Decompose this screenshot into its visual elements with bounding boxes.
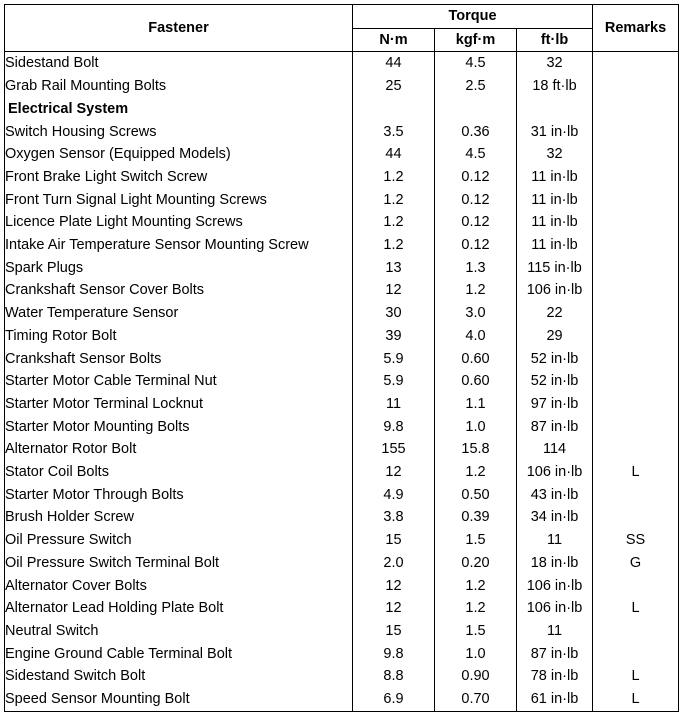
- header-torque: Torque: [353, 5, 593, 29]
- torque-kgfm: 0.39: [435, 506, 517, 529]
- torque-ftlb: 34 in·lb: [517, 506, 593, 529]
- header-remarks: Remarks: [593, 5, 679, 52]
- fastener-name: Timing Rotor Bolt: [5, 325, 353, 348]
- empty-cell: [435, 98, 517, 121]
- header-fastener: Fastener: [5, 5, 353, 52]
- torque-ftlb: 114: [517, 438, 593, 461]
- table-row: [5, 552, 679, 575]
- table-row: [5, 211, 679, 234]
- fastener-name: Spark Plugs: [5, 257, 353, 280]
- empty-cell: [353, 98, 435, 121]
- torque-table: [4, 4, 679, 712]
- remarks-cell: [593, 370, 679, 393]
- torque-nm: 12: [353, 279, 435, 302]
- torque-ftlb: 11 in·lb: [517, 189, 593, 212]
- torque-nm: 13: [353, 257, 435, 280]
- torque-ftlb: 115 in·lb: [517, 257, 593, 280]
- remarks-cell: [593, 620, 679, 643]
- header-nm: N·m: [353, 28, 435, 52]
- section-title: Electrical System: [5, 98, 353, 121]
- torque-nm: 1.2: [353, 234, 435, 257]
- remarks-cell: SS: [593, 529, 679, 552]
- torque-kgfm: 0.90: [435, 665, 517, 688]
- torque-kgfm: 0.12: [435, 166, 517, 189]
- remarks-cell: [593, 234, 679, 257]
- remarks-cell: [593, 52, 679, 75]
- remarks-cell: [593, 189, 679, 212]
- torque-kgfm: 1.5: [435, 529, 517, 552]
- torque-nm: 9.8: [353, 416, 435, 439]
- fastener-name: Grab Rail Mounting Bolts: [5, 75, 353, 98]
- fastener-name: Sidestand Switch Bolt: [5, 665, 353, 688]
- torque-ftlb: 106 in·lb: [517, 597, 593, 620]
- fastener-name: Oil Pressure Switch Terminal Bolt: [5, 552, 353, 575]
- torque-ftlb: 32: [517, 52, 593, 75]
- fastener-name: Speed Sensor Mounting Bolt: [5, 688, 353, 711]
- torque-kgfm: 3.0: [435, 302, 517, 325]
- torque-kgfm: 4.5: [435, 52, 517, 75]
- table-row: [5, 529, 679, 552]
- torque-nm: 8.8: [353, 665, 435, 688]
- torque-kgfm: 0.12: [435, 189, 517, 212]
- fastener-name: Starter Motor Cable Terminal Nut: [5, 370, 353, 393]
- torque-kgfm: 1.1: [435, 393, 517, 416]
- torque-ftlb: 18 ft·lb: [517, 75, 593, 98]
- table-row: [5, 438, 679, 461]
- fastener-name: Licence Plate Light Mounting Screws: [5, 211, 353, 234]
- fastener-name: Engine Ground Cable Terminal Bolt: [5, 643, 353, 666]
- remarks-cell: [593, 506, 679, 529]
- torque-nm: 6.9: [353, 688, 435, 711]
- torque-kgfm: 0.12: [435, 234, 517, 257]
- table-row: [5, 370, 679, 393]
- remarks-cell: [593, 302, 679, 325]
- torque-ftlb: 11: [517, 529, 593, 552]
- torque-kgfm: 1.2: [435, 575, 517, 598]
- torque-kgfm: 4.5: [435, 143, 517, 166]
- table-row: [5, 597, 679, 620]
- table-row: [5, 665, 679, 688]
- empty-cell: [517, 98, 593, 121]
- remarks-cell: L: [593, 461, 679, 484]
- table-row: [5, 302, 679, 325]
- table-row: [5, 52, 679, 75]
- torque-nm: 25: [353, 75, 435, 98]
- torque-kgfm: 1.2: [435, 597, 517, 620]
- torque-ftlb: 22: [517, 302, 593, 325]
- torque-ftlb: 43 in·lb: [517, 484, 593, 507]
- fastener-name: Crankshaft Sensor Bolts: [5, 348, 353, 371]
- torque-ftlb: 61 in·lb: [517, 688, 593, 711]
- remarks-cell: [593, 325, 679, 348]
- torque-ftlb: 32: [517, 143, 593, 166]
- remarks-cell: [593, 279, 679, 302]
- torque-ftlb: 87 in·lb: [517, 643, 593, 666]
- torque-nm: 44: [353, 143, 435, 166]
- table-row: [5, 325, 679, 348]
- torque-kgfm: 0.60: [435, 348, 517, 371]
- torque-kgfm: 0.20: [435, 552, 517, 575]
- torque-nm: 12: [353, 461, 435, 484]
- remarks-cell: [593, 348, 679, 371]
- table-row: [5, 75, 679, 98]
- torque-ftlb: 11 in·lb: [517, 211, 593, 234]
- torque-ftlb: 11 in·lb: [517, 234, 593, 257]
- remarks-cell: L: [593, 688, 679, 711]
- table-row: [5, 643, 679, 666]
- table-row: [5, 484, 679, 507]
- fastener-name: Oil Pressure Switch: [5, 529, 353, 552]
- torque-ftlb: 52 in·lb: [517, 348, 593, 371]
- header-ftlb: ft·lb: [517, 28, 593, 52]
- torque-nm: 12: [353, 575, 435, 598]
- torque-nm: 3.5: [353, 121, 435, 144]
- torque-nm: 1.2: [353, 211, 435, 234]
- torque-ftlb: 11 in·lb: [517, 166, 593, 189]
- torque-ftlb: 97 in·lb: [517, 393, 593, 416]
- remarks-cell: L: [593, 597, 679, 620]
- torque-ftlb: 31 in·lb: [517, 121, 593, 144]
- remarks-cell: [593, 211, 679, 234]
- remarks-cell: [593, 438, 679, 461]
- fastener-name: Intake Air Temperature Sensor Mounting Screw: [5, 234, 353, 257]
- fastener-name: Neutral Switch: [5, 620, 353, 643]
- torque-ftlb: 11: [517, 620, 593, 643]
- torque-nm: 5.9: [353, 348, 435, 371]
- torque-kgfm: 1.3: [435, 257, 517, 280]
- torque-kgfm: 1.0: [435, 643, 517, 666]
- fastener-name: Starter Motor Terminal Locknut: [5, 393, 353, 416]
- torque-nm: 2.0: [353, 552, 435, 575]
- torque-nm: 9.8: [353, 643, 435, 666]
- table-body: [5, 52, 679, 711]
- torque-nm: 1.2: [353, 166, 435, 189]
- remarks-cell: [593, 143, 679, 166]
- fastener-name: Water Temperature Sensor: [5, 302, 353, 325]
- fastener-name: Front Brake Light Switch Screw: [5, 166, 353, 189]
- remarks-cell: [593, 121, 679, 144]
- table-row: [5, 461, 679, 484]
- torque-ftlb: 29: [517, 325, 593, 348]
- fastener-name: Sidestand Bolt: [5, 52, 353, 75]
- torque-kgfm: 0.12: [435, 211, 517, 234]
- remarks-cell: [593, 643, 679, 666]
- remarks-cell: [593, 484, 679, 507]
- torque-ftlb: 18 in·lb: [517, 552, 593, 575]
- remarks-cell: [593, 416, 679, 439]
- torque-kgfm: 1.2: [435, 461, 517, 484]
- table-row: [5, 416, 679, 439]
- table-row: [5, 620, 679, 643]
- torque-ftlb: 78 in·lb: [517, 665, 593, 688]
- torque-nm: 3.8: [353, 506, 435, 529]
- fastener-name: Starter Motor Through Bolts: [5, 484, 353, 507]
- torque-nm: 1.2: [353, 189, 435, 212]
- fastener-name: Starter Motor Mounting Bolts: [5, 416, 353, 439]
- fastener-name: Alternator Cover Bolts: [5, 575, 353, 598]
- torque-nm: 155: [353, 438, 435, 461]
- remarks-cell: [593, 75, 679, 98]
- torque-ftlb: 87 in·lb: [517, 416, 593, 439]
- remarks-cell: L: [593, 665, 679, 688]
- torque-ftlb: 52 in·lb: [517, 370, 593, 393]
- remarks-cell: [593, 575, 679, 598]
- table-row: [5, 393, 679, 416]
- table-row: [5, 143, 679, 166]
- torque-nm: 30: [353, 302, 435, 325]
- table-row: [5, 189, 679, 212]
- fastener-name: Alternator Rotor Bolt: [5, 438, 353, 461]
- torque-kgfm: 2.5: [435, 75, 517, 98]
- torque-nm: 12: [353, 597, 435, 620]
- fastener-name: Crankshaft Sensor Cover Bolts: [5, 279, 353, 302]
- remarks-cell: G: [593, 552, 679, 575]
- fastener-name: Oxygen Sensor (Equipped Models): [5, 143, 353, 166]
- fastener-name: Brush Holder Screw: [5, 506, 353, 529]
- torque-ftlb: 106 in·lb: [517, 461, 593, 484]
- table-row: [5, 257, 679, 280]
- fastener-name: Alternator Lead Holding Plate Bolt: [5, 597, 353, 620]
- torque-kgfm: 0.50: [435, 484, 517, 507]
- header-kgfm: kgf·m: [435, 28, 517, 52]
- torque-nm: 15: [353, 529, 435, 552]
- fastener-name: Front Turn Signal Light Mounting Screws: [5, 189, 353, 212]
- section-row: [5, 98, 679, 121]
- torque-kgfm: 1.2: [435, 279, 517, 302]
- empty-cell: [593, 98, 679, 121]
- table-row: [5, 506, 679, 529]
- torque-kgfm: 0.36: [435, 121, 517, 144]
- table-row: [5, 121, 679, 144]
- fastener-name: Stator Coil Bolts: [5, 461, 353, 484]
- torque-nm: 39: [353, 325, 435, 348]
- torque-nm: 5.9: [353, 370, 435, 393]
- torque-kgfm: 0.70: [435, 688, 517, 711]
- torque-nm: 15: [353, 620, 435, 643]
- table-row: [5, 234, 679, 257]
- torque-nm: 4.9: [353, 484, 435, 507]
- torque-nm: 44: [353, 52, 435, 75]
- table-row: [5, 166, 679, 189]
- torque-kgfm: 15.8: [435, 438, 517, 461]
- remarks-cell: [593, 166, 679, 189]
- torque-kgfm: 1.5: [435, 620, 517, 643]
- table-row: [5, 348, 679, 371]
- torque-ftlb: 106 in·lb: [517, 575, 593, 598]
- torque-kgfm: 1.0: [435, 416, 517, 439]
- table-row: [5, 279, 679, 302]
- torque-kgfm: 0.60: [435, 370, 517, 393]
- torque-kgfm: 4.0: [435, 325, 517, 348]
- remarks-cell: [593, 393, 679, 416]
- fastener-name: Switch Housing Screws: [5, 121, 353, 144]
- torque-ftlb: 106 in·lb: [517, 279, 593, 302]
- torque-nm: 11: [353, 393, 435, 416]
- table-row: [5, 575, 679, 598]
- remarks-cell: [593, 257, 679, 280]
